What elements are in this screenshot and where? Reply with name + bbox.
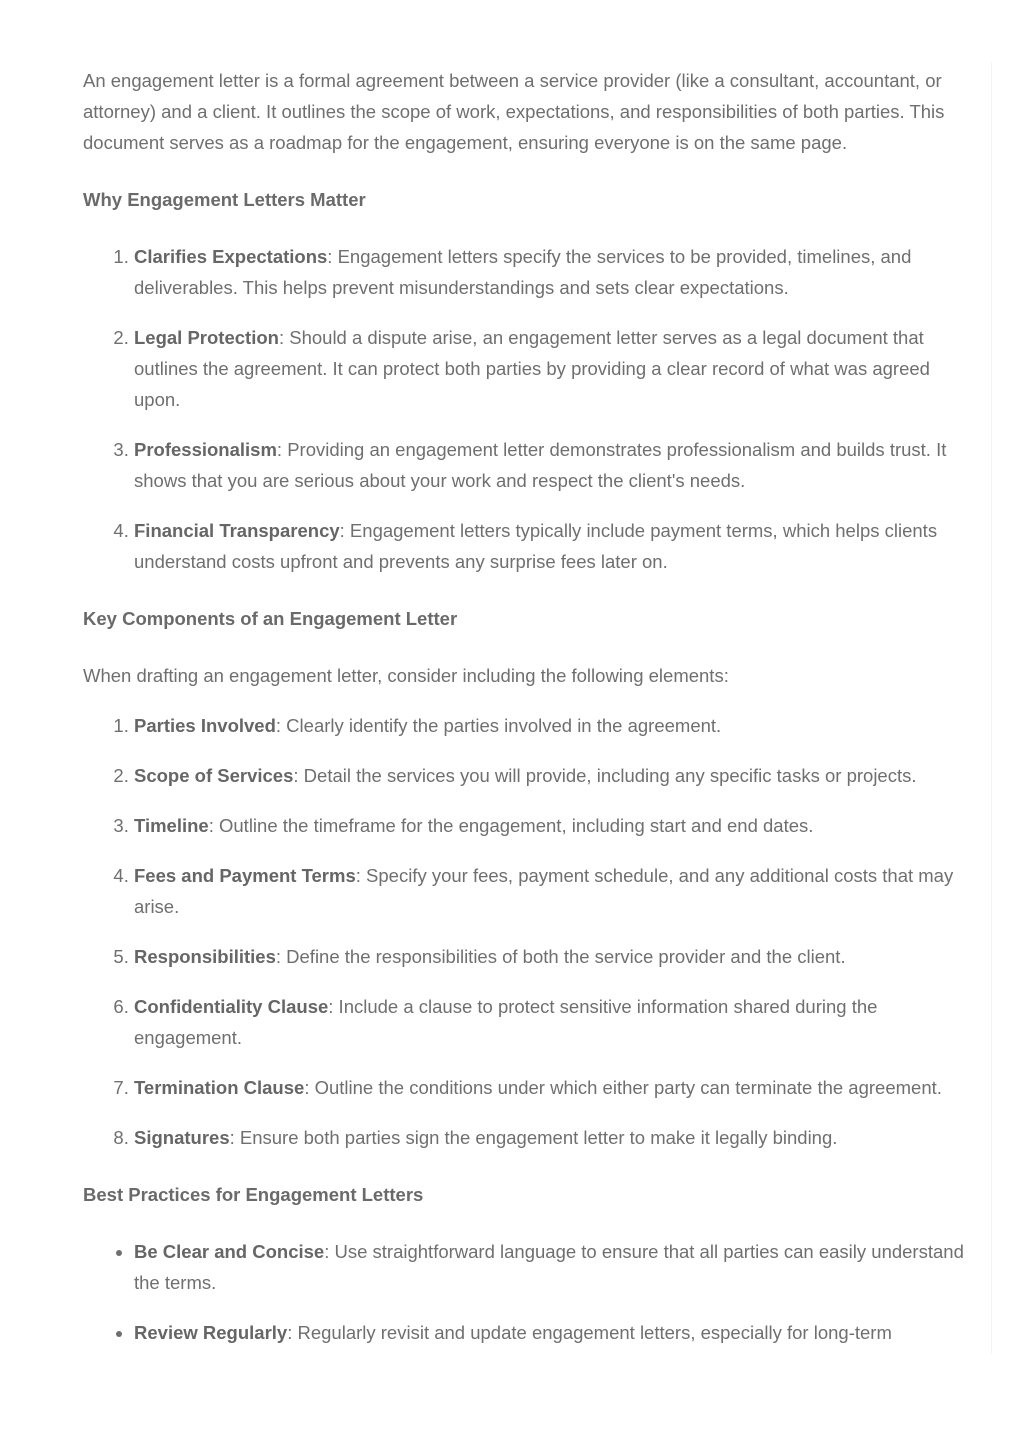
section-heading-practices: Best Practices for Engagement Letters — [83, 1184, 424, 1205]
list-item-text: : Providing an engagement letter demonstrates professionalism and builds trust. It shows that you are serious about your work and respect the client's needs. — [134, 439, 947, 491]
list-item — [134, 991, 975, 1053]
list-item — [134, 1236, 975, 1298]
list-item — [134, 515, 975, 577]
why-list — [83, 241, 975, 577]
list-item-term: Confidentiality Clause — [134, 996, 329, 1017]
list-item-term: Be Clear and Concise — [134, 1241, 325, 1262]
list-item-text: : Engagement letters typically include payment terms, which helps clients understand costs upfront and prevents any surprise fees later on. — [134, 520, 938, 572]
components-list — [83, 710, 975, 1153]
list-item — [134, 322, 975, 415]
list-item-text: : Define the responsibilities of both the service provider and the client. — [275, 946, 846, 967]
page-edge-rule — [991, 62, 992, 1354]
list-item-term: Professionalism — [134, 439, 277, 460]
list-item-term: Fees and Payment Terms — [134, 865, 356, 886]
list-item-term: Clarifies Expectations — [134, 246, 328, 267]
article-body — [83, 65, 975, 1374]
list-item-text: : Specify your fees, payment schedule, and any additional costs that may arise. — [134, 865, 954, 917]
list-item — [134, 941, 975, 972]
list-item-text: : Clearly identify the parties involved in the agreement. — [275, 715, 722, 736]
list-item-text: : Use straightforward language to ensure that all parties can easily understand the terms. — [134, 1241, 964, 1293]
practices-list — [83, 1236, 975, 1348]
list-item-text: : Outline the conditions under which either party can terminate the agreement. — [304, 1077, 942, 1098]
list-item-text: : Outline the timeframe for the engagement, including start and end dates. — [208, 815, 814, 836]
list-item — [134, 434, 975, 496]
list-item-term: Legal Protection — [134, 327, 279, 348]
section-heading-why: Why Engagement Letters Matter — [83, 189, 366, 210]
components-lead-paragraph: When drafting an engagement letter, consider including the following elements: — [83, 665, 729, 686]
list-item-term: Termination Clause — [134, 1077, 305, 1098]
section-heading-components: Key Components of an Engagement Letter — [83, 608, 458, 629]
intro-paragraph: An engagement letter is a formal agreement between a service provider (like a consultant, accountant, or attorney) and a client. It outlines the scope of work, expectations, and responsibilities of both parties. This document serves as a roadmap for the engagement, ensuring everyone is on the same page. — [83, 70, 945, 153]
list-item-term: Scope of Services — [134, 765, 294, 786]
list-item-text: : Include a clause to protect sensitive information shared during the engagement. — [134, 996, 878, 1048]
list-item-text: : Regularly revisit and update engagement letters, especially for long-term — [287, 1322, 892, 1343]
list-item-term: Parties Involved — [134, 715, 276, 736]
list-item-text: : Ensure both parties sign the engagement letter to make it legally binding. — [229, 1127, 838, 1148]
list-item-term: Responsibilities — [134, 946, 276, 967]
list-item — [134, 1317, 975, 1348]
list-item — [134, 760, 975, 791]
list-item-text: : Should a dispute arise, an engagement letter serves as a legal document that outlines the agreement. It can protect both parties by providing a clear record of what was agreed upon. — [134, 327, 930, 410]
list-item — [134, 241, 975, 303]
list-item-term: Signatures — [134, 1127, 230, 1148]
list-item — [134, 810, 975, 841]
list-item — [134, 1122, 975, 1153]
list-item — [134, 1072, 975, 1103]
list-item-term: Review Regularly — [134, 1322, 288, 1343]
list-item-text: : Engagement letters specify the services to be provided, timelines, and deliverables. This helps prevent misunderstandings and sets clear expectations. — [134, 246, 912, 298]
list-item — [134, 860, 975, 922]
list-item-term: Timeline — [134, 815, 209, 836]
list-item-text: : Detail the services you will provide, including any specific tasks or projects. — [293, 765, 917, 786]
list-item-term: Financial Transparency — [134, 520, 340, 541]
list-item — [134, 710, 975, 741]
